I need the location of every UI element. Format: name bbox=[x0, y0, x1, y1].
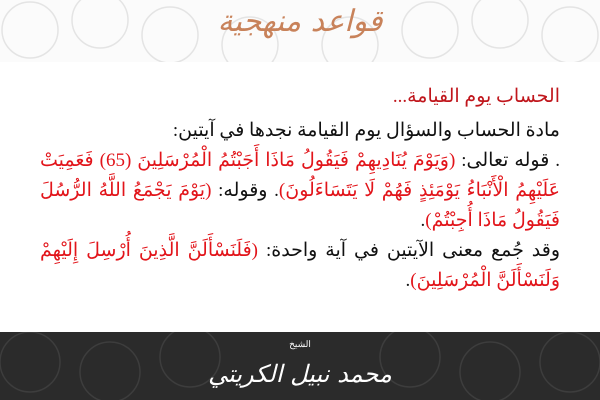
paragraph-1 bbox=[40, 146, 560, 236]
article-body bbox=[40, 82, 560, 296]
quran-verse: (يَوْمَ يَجْمَعُ اللَّهُ الرُّسُلَ فَيَقُولُ مَاذَا أُجِبْتُمْ) bbox=[40, 180, 560, 231]
signature-name: محمد نبيل الكريتي bbox=[208, 360, 392, 388]
intro-text: مادة الحساب والسؤال يوم القيامة نجدها في آيتين: bbox=[172, 120, 560, 141]
footer-banner bbox=[0, 332, 600, 400]
text: . قوله تعالى: bbox=[455, 150, 560, 171]
quran-verse: (فَلَنَسْأَلَنَّ الَّذِينَ أُرْسِلَ إِلَيْهِمْ وَلَنَسْأَلَنَّ الْمُرْسَلِينَ) bbox=[40, 240, 560, 291]
text: . وقوله: bbox=[211, 180, 279, 201]
paragraph-2 bbox=[40, 236, 560, 296]
quran-verse: (وَيَوْمَ يُنَادِيهِمْ فَيَقُولُ مَاذَا أَجَبْتُمُ الْمُرْسَلِينَ (65) فَعَمِيَتْ عَلَيْهِمُ الْأَنْبَاءُ يَوْمَئِذٍ فَهُمْ لَا يَتَسَاءَلُونَ) bbox=[40, 150, 561, 201]
text: وقد جُمع معنى الآيتين في آية واحدة: bbox=[258, 240, 560, 261]
logo: قواعد منهجية bbox=[217, 4, 383, 39]
article-title: الحساب يوم القيامة... bbox=[392, 86, 560, 107]
text: . bbox=[420, 210, 426, 231]
header-banner bbox=[0, 0, 600, 62]
text: . bbox=[405, 270, 411, 291]
signature-label: الشيخ bbox=[289, 340, 311, 350]
